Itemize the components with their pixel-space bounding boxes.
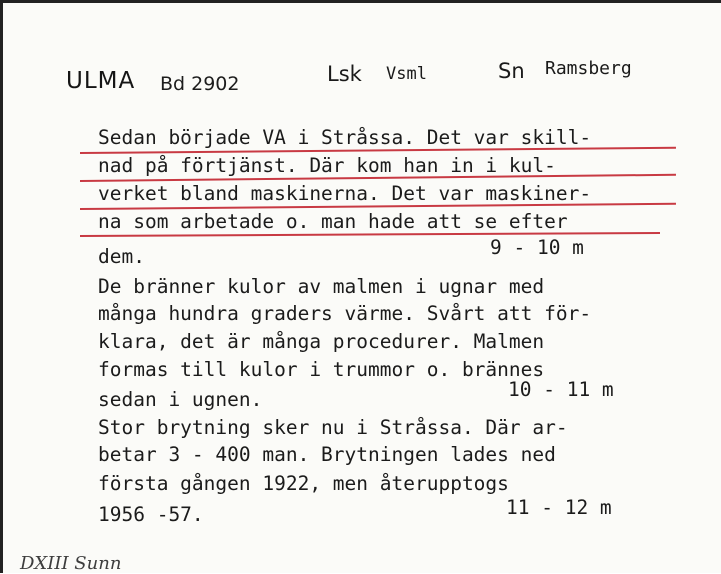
recording-ref: 10 - 11 m	[508, 378, 614, 401]
parish-value: Ramsberg	[545, 58, 632, 79]
body-line: De bränner kulor av malmen i ugnar med	[98, 275, 545, 298]
body-line: klara, det är många procedurer. Malmen	[98, 330, 545, 353]
recording-ref: 9 - 10 m	[490, 236, 584, 259]
archive-code: ULMA	[66, 68, 136, 94]
body-line: verket bland maskinerna. Det var maskiner-	[98, 182, 592, 205]
card-header	[0, 52, 721, 102]
province-label: Lsk	[327, 62, 362, 86]
body-line: många hundra graders värme. Svårt att för-	[98, 302, 592, 325]
body-line: betar 3 - 400 man. Brytningen lades ned	[98, 443, 556, 466]
body-line: Sedan började VA i Stråssa. Det var skill-	[98, 126, 592, 149]
parish-label: Sn	[498, 59, 525, 83]
handwritten-note: DXIII Sunn	[20, 553, 122, 574]
province-value: Vsml	[386, 64, 427, 84]
body-line: 1956 -57.	[98, 503, 204, 526]
recording-ref: 11 - 12 m	[506, 496, 612, 519]
body-line: formas till kulor i trummor o. brännes	[98, 358, 545, 381]
body-line: dem.	[98, 245, 145, 268]
volume-number: Bd 2902	[160, 73, 240, 95]
body-line: första gången 1922, men återupptogs	[98, 472, 509, 495]
body-line: na som arbetade o. man hade att se efter	[98, 210, 568, 233]
body-line: sedan i ugnen.	[98, 388, 263, 411]
body-line: nad på förtjänst. Där kom han in i kul-	[98, 154, 556, 177]
body-line: Stor brytning sker nu i Stråssa. Där ar-	[98, 416, 568, 439]
